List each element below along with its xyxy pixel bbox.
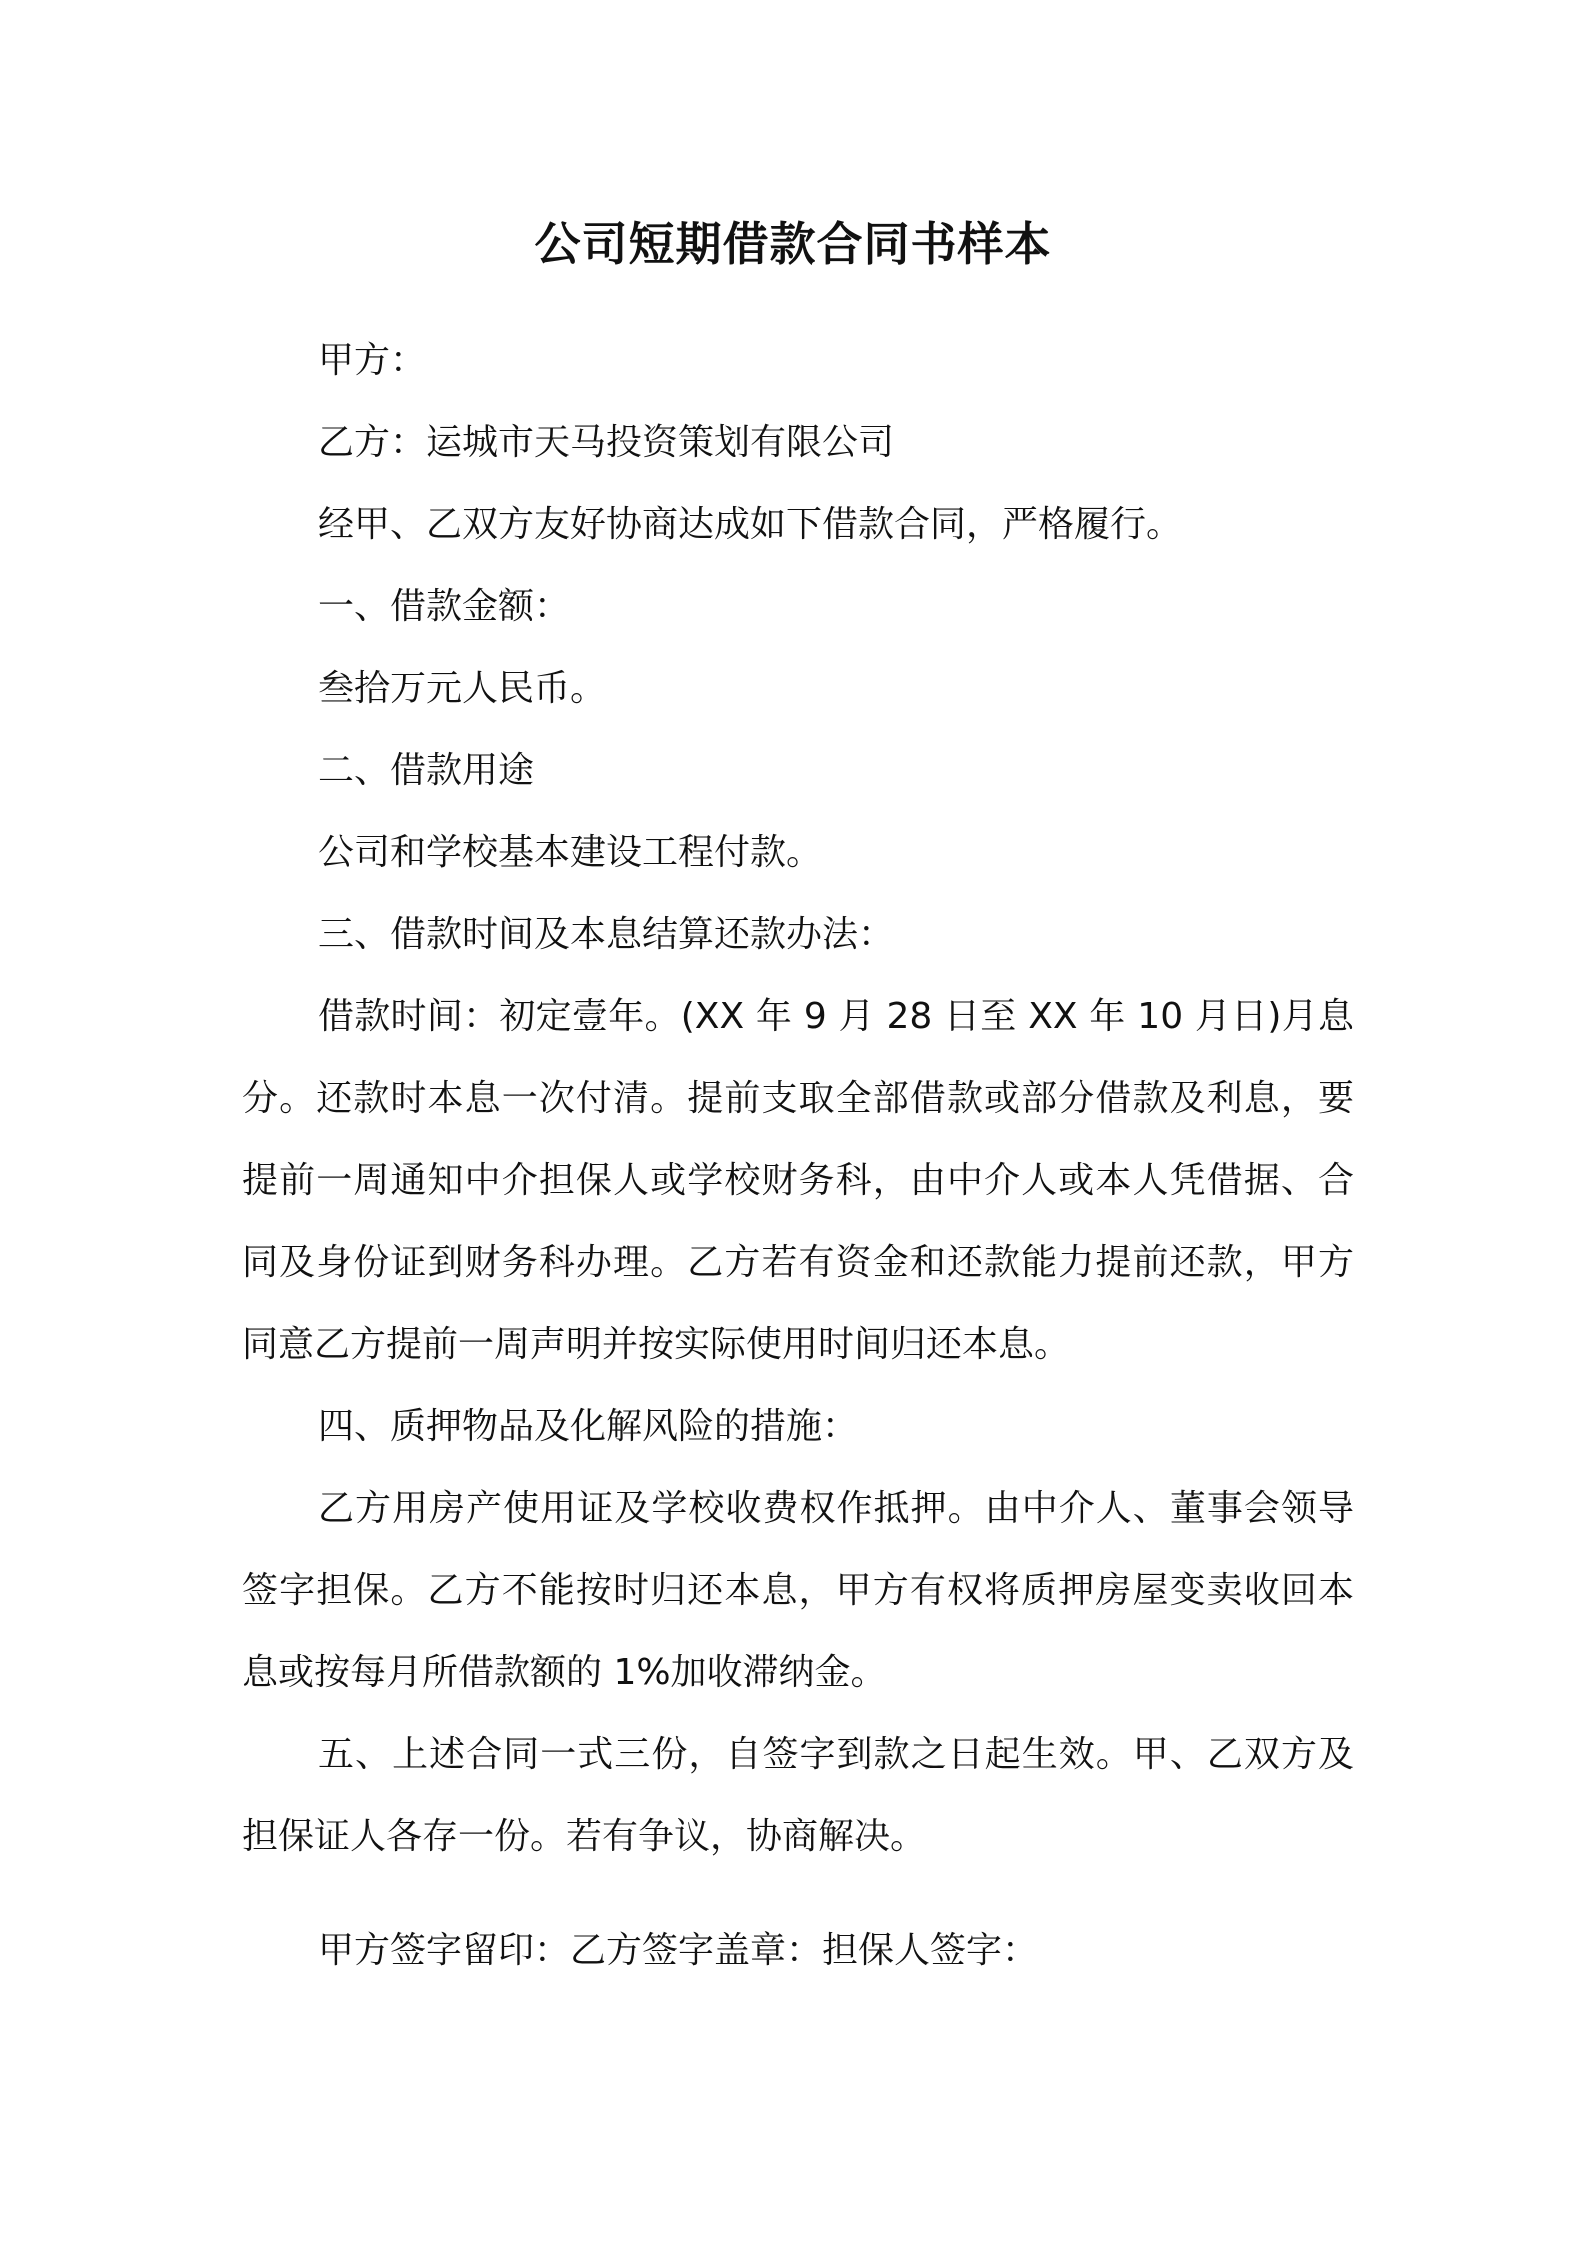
collateral-terms-paragraph: 乙方用房产使用证及学校收费权作抵押。由中介人、董事会领导签字担保。乙方不能按时归还本息，甲方有权将质押房屋变卖收回本息或按每月所借款额的 1%加收滞纳金。 xyxy=(242,1488,1354,1693)
document-title: 公司短期借款合同书样本 xyxy=(534,217,1052,271)
loan-purpose-text: 公司和学校基本建设工程付款。 xyxy=(318,832,823,873)
section-heading-purpose: 二、借款用途 xyxy=(318,750,535,791)
section-heading-collateral: 四、质押物品及化解风险的措施： xyxy=(318,1406,859,1447)
document-body xyxy=(242,320,1354,1878)
section-heading-repayment: 三、借款时间及本息结算还款办法： xyxy=(318,914,895,955)
repayment-terms-paragraph: 借款时间：初定壹年。(XX 年 9 月 28 日至 XX 年 10 月日)月息分。还款时本息一次付清。提前支取全部借款或部分借款及利息，要提前一周通知中介担保人或学校财务科，由中介人或本人凭借据、合同及身份证到财务科办理。乙方若有资金和还款能力提前还款，甲方同意乙方提前一周声明并按实际使用时间归还本息。 xyxy=(242,996,1354,1365)
section-heading-amount: 一、借款金额： xyxy=(318,586,571,627)
signature-line: 甲方签字留印：乙方签字盖章：担保人签字： xyxy=(318,1930,1039,1971)
party-a-line: 甲方： xyxy=(318,340,427,381)
effectiveness-clause: 五、上述合同一式三份，自签字到款之日起生效。甲、乙双方及担保证人各存一份。若有争议，协商解决。 xyxy=(242,1734,1354,1857)
agreement-intro: 经甲、乙双方友好协商达成如下借款合同，严格履行。 xyxy=(318,504,1183,545)
loan-amount-text: 叁拾万元人民币。 xyxy=(318,668,607,709)
party-b-line: 乙方：运城市天马投资策划有限公司 xyxy=(318,422,895,463)
